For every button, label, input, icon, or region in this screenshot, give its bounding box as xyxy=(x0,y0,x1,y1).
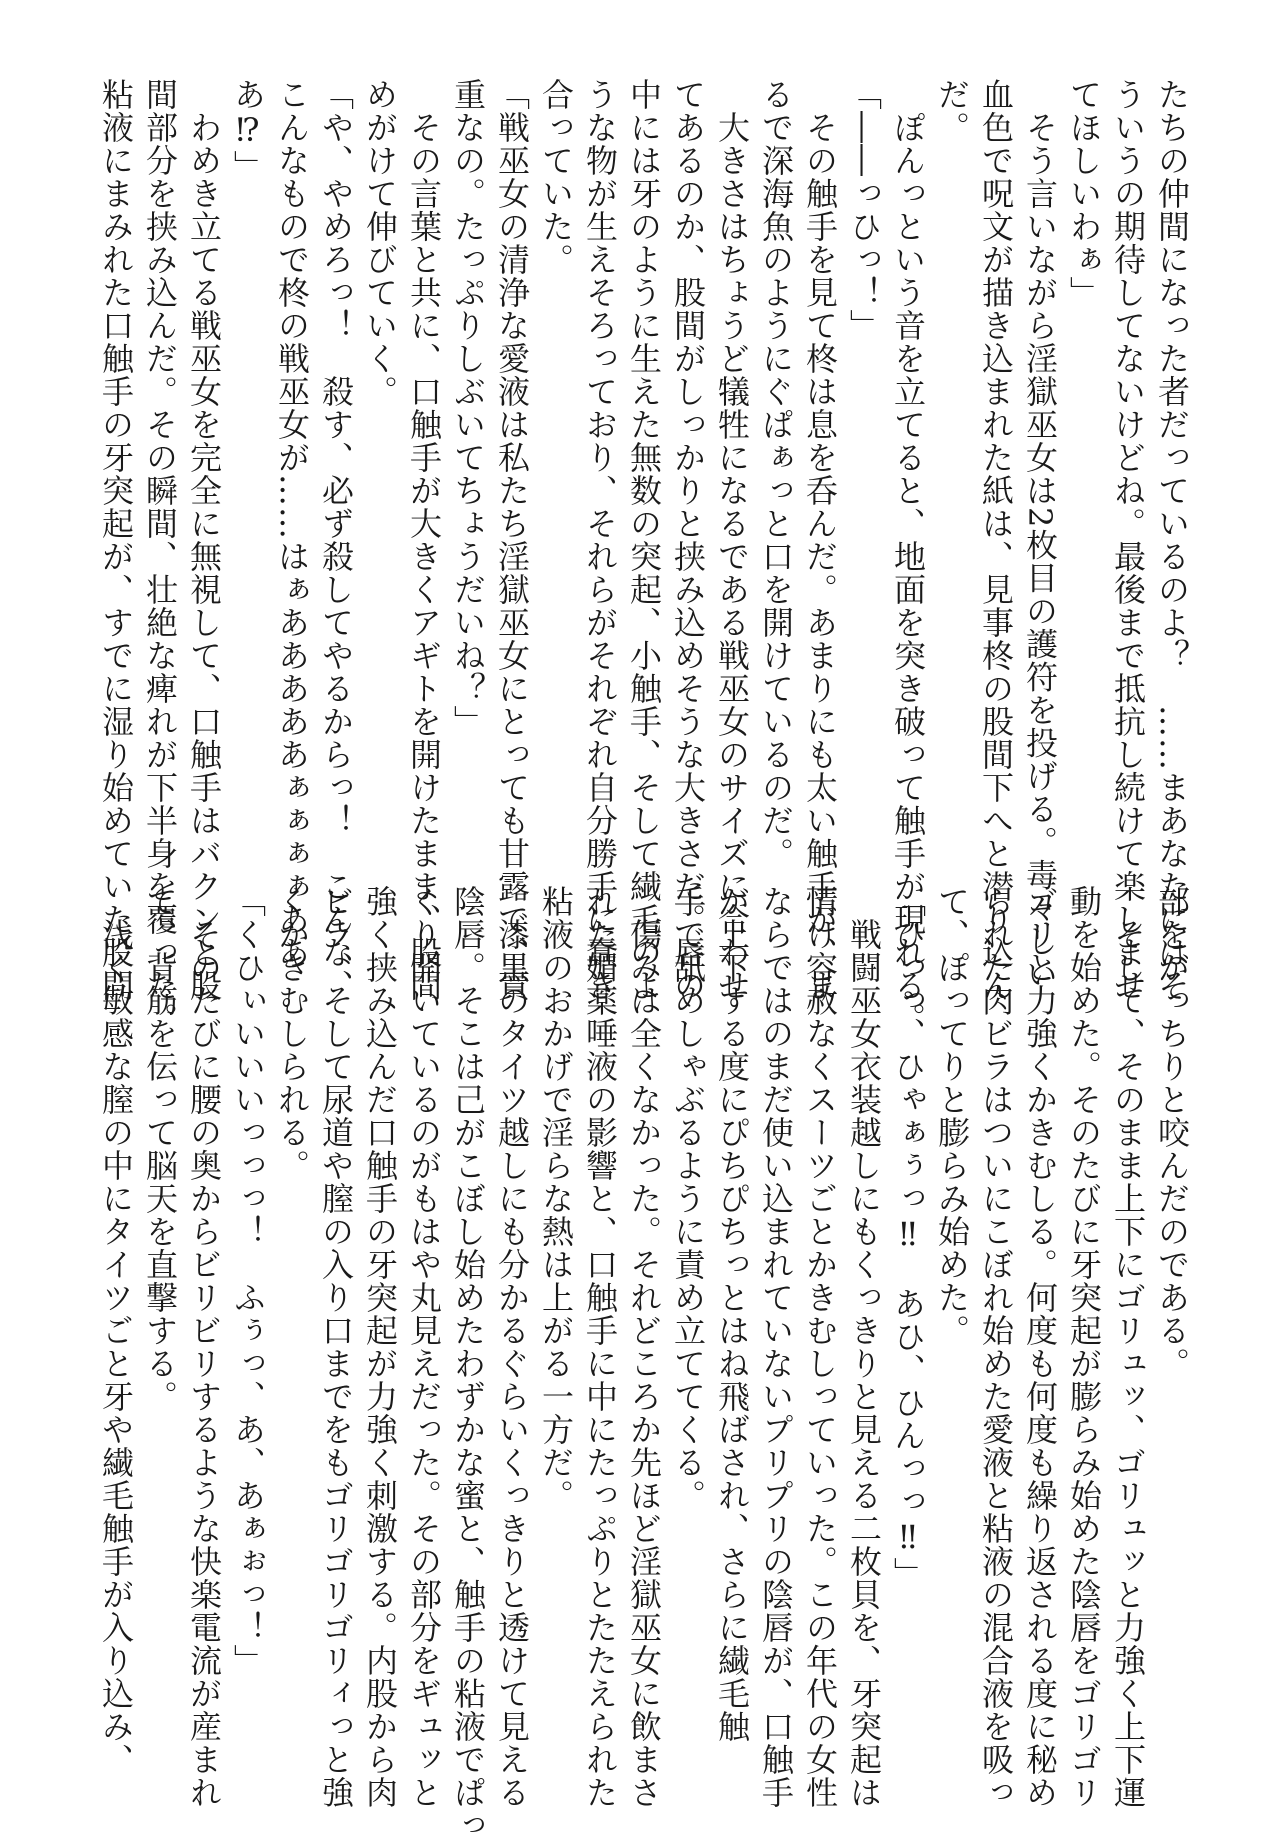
text-column: 陰唇。そこは己がこぼし始めたわずかな蜜と、触手の粘液でぱっ xyxy=(449,885,487,1842)
text-column: 「――っひっ！」 xyxy=(845,78,883,342)
text-column: めがけて伸びていく。 xyxy=(361,78,399,408)
text-column: 「や、やめろっ！ 殺す、必ず殺してやるからっ！ こんな、 xyxy=(317,78,355,1002)
text-column: が上下する度にぴちぴちっとはね飛ばされ、さらに繊毛触 xyxy=(713,885,751,1743)
text-column: 情け容赦なくスーツごとかきむしっていった。この年代の女性 xyxy=(801,885,839,1809)
text-column: その触手を見て柊は息を呑んだ。あまりにも太い触手が、ま xyxy=(801,78,839,1002)
text-column: てあるのか、股間がしっかりと挟み込めそうな大きさだ。唇の xyxy=(669,78,707,1002)
text-column: 大きさはちょうど犠牲になるである戦巫女のサイズに合わせ xyxy=(713,78,751,1002)
text-column: て、背筋を伝って脳天を直撃する。 xyxy=(141,885,179,1413)
text-column: 「戦巫女の清浄な愛液は私たち淫獄巫女にとっても甘露で、貴 xyxy=(493,78,531,1002)
text-column: て、ぽってりと膨らみ始めた。 xyxy=(933,885,971,1347)
text-column: その言葉と共に、口触手が大きくアギトを開けたまま、股間 xyxy=(405,78,443,1002)
text-column: そのたびに腰の奥からビリビリするような快楽電流が産まれ xyxy=(185,885,223,1809)
text-column: くり開いているのがもはや丸見えだった。その部分をギュッと xyxy=(405,885,443,1809)
text-column: てほしいわぁ」 xyxy=(1065,78,1103,309)
text-column: れた媚薬唾液の影響と、口触手に中にたっぷりとたたえられた xyxy=(581,885,619,1809)
text-column: くかきむしられる。 xyxy=(273,885,311,1182)
text-column: ういうの期待してないけどね。最後まで抵抗し続けて楽しませ xyxy=(1109,78,1147,1002)
text-column: 強く挟み込んだ口触手の牙突起が力強く刺激する。内股から肉 xyxy=(361,885,399,1809)
text-column: うな物が生えそろっており、それらがそれぞれ自分勝手に蠢き xyxy=(581,78,619,1002)
text-block-bottom xyxy=(94,885,1194,1842)
text-column: 漆黒のタイツ越しにも分かるぐらいくっきりと透けて見える xyxy=(493,885,531,1809)
text-column: ゴリと力強くかきむしる。何度も何度も繰り返される度に秘め xyxy=(1021,885,1059,1809)
text-column: 「ひっっ、ひゃぁぅっ‼ あひ、ひんっっ‼」 xyxy=(889,885,927,1590)
text-column: ならではのまだ使い込まれていないプリプリの陰唇が、口触手 xyxy=(757,885,795,1809)
text-column: 浅く敏感な膣の中にタイツごと牙や繊毛触手が入り込み、 xyxy=(97,885,135,1776)
text-column: 中には牙のように生えた無数の突起、小触手、そして繊毛のよ xyxy=(625,78,663,1002)
text-column: 「くひぃいいいっっっ！ ふぅっ、あ、あぁぉっ！」 xyxy=(229,885,267,1677)
text-column: だ。 xyxy=(933,78,971,144)
text-column: そう言いながら淫獄巫女は2枚目の護符を投げる。毒々しい xyxy=(1021,78,1059,991)
text-column: あ⁉」 xyxy=(229,78,267,183)
text-column: 動を始めた。そのたびに牙突起が膨らみ始めた陰唇をゴリゴリ xyxy=(1065,885,1103,1809)
text-column: られた肉ビラはついにこぼれ始めた愛液と粘液の混合液を吸っ xyxy=(977,885,1015,1809)
text-column: そして、そのまま上下にゴリュッ、ゴリュッと力強く上下運 xyxy=(1109,885,1147,1809)
text-column: 傷みは全くなかった。それどころか先ほど淫獄巫女に飲まさ xyxy=(625,885,663,1809)
text-column: 血色で呪文が描き込まれた紙は、見事柊の股間下へと潜り込ん xyxy=(977,78,1015,1002)
text-column: るで深海魚のようにぐぱぁっと口を開けているのだ。 xyxy=(757,78,795,870)
text-column: 戦闘巫女衣装越しにもくっきりと見える二枚貝を、牙突起は xyxy=(845,885,883,1809)
text-column: 部をがっちりと咬んだのである。 xyxy=(1153,885,1191,1380)
text-column: ぽんっという音を立てると、地面を突き破って触手が現れる。 xyxy=(889,78,927,1035)
text-column: 手で舐めしゃぶるように責め立ててくる。 xyxy=(669,885,707,1512)
text-column: こんなもので柊の戦巫女が……はぁあああああぁぁぁぁああ xyxy=(273,78,311,969)
text-column: たちの仲間になった者だっているのよ？ ……まあなたにはそ xyxy=(1153,78,1191,1002)
text-column: 合っていた。 xyxy=(537,78,575,276)
text-column: 重なの。たっぷりしぶいてちょうだいね？」 xyxy=(449,78,487,738)
text-column: 粘液のおかげで淫らな熱は上がる一方だ。 xyxy=(537,885,575,1512)
text-column: 粘液にまみれた口触手の牙突起が、すでに湿り始めていた股間 xyxy=(97,78,135,1002)
text-column: 間部分を挟み込んだ。その瞬間、壮絶な痺れが下半身を覆った。 xyxy=(141,78,179,1035)
text-column: ビラ、そして尿道や膣の入り口までをもゴリゴリゴリィっと強 xyxy=(317,885,355,1809)
text-column: わめき立てる戦巫女を完全に無視して、口触手はバクンと股 xyxy=(185,78,223,1002)
